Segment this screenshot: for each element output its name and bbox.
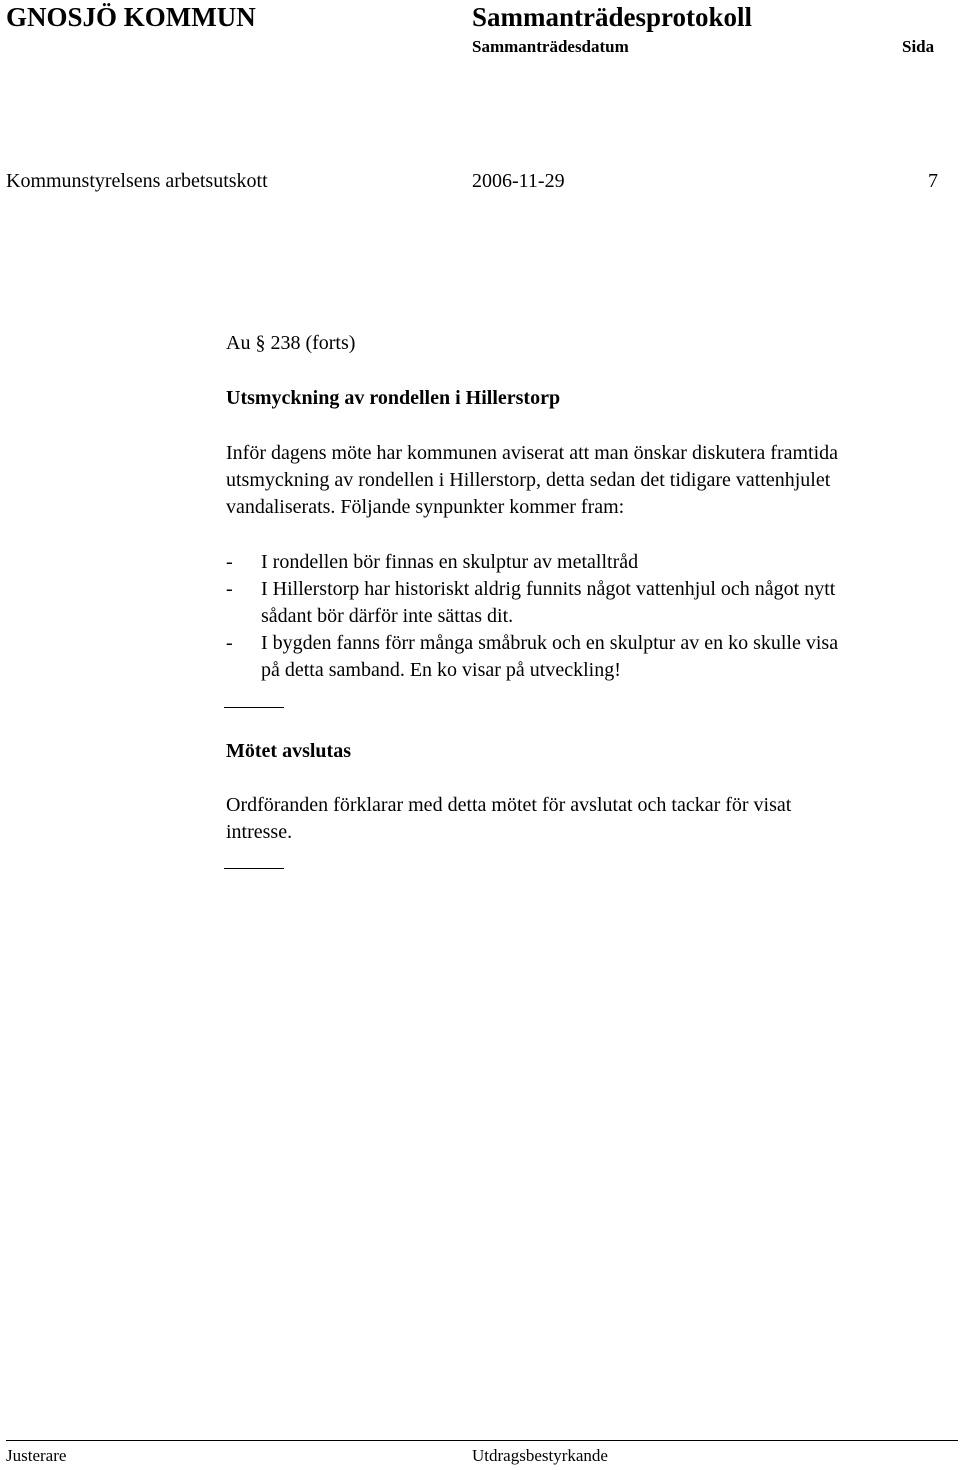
closing-separator — [224, 868, 284, 869]
bullet-dash: - — [226, 632, 233, 654]
footer-rule — [6, 1440, 958, 1441]
bullet-text: I rondellen bör finnas en skulptur av metalltråd — [261, 551, 639, 573]
footer-certification-label: Utdragsbestyrkande — [472, 1446, 608, 1465]
intro-line: vandaliserats. Följande synpunkter kommer fram: — [226, 496, 625, 518]
section-title: Utsmyckning av rondellen i Hillerstorp — [226, 387, 561, 409]
intro-line: Inför dagens möte har kommunen aviserat att man önskar diskutera framtida — [226, 442, 839, 464]
page-label: Sida — [902, 37, 935, 56]
closing-line: Ordföranden förklarar med detta mötet för avslutat och tackar för visat — [226, 794, 792, 816]
committee-name: Kommunstyrelsens arbetsutskott — [6, 170, 268, 192]
document-type: Sammanträdesprotokoll — [472, 2, 753, 32]
bullet-text: I Hillerstorp har historiskt aldrig funnits något vattenhjul och något nytt — [261, 578, 836, 600]
bullet-text: sådant bör därför inte sättas dit. — [261, 605, 514, 627]
intro-line: utsmyckning av rondellen i Hillerstorp, detta sedan det tidigare vattenhjulet — [226, 469, 831, 491]
closing-line: intresse. — [226, 821, 293, 843]
bullet-dash: - — [226, 578, 233, 600]
bullet-text: I bygden fanns förr många småbruk och en skulptur av en ko skulle visa — [261, 632, 839, 654]
meeting-date: 2006-11-29 — [472, 170, 565, 192]
footer-signatory-label: Justerare — [6, 1446, 67, 1465]
closing-title: Mötet avslutas — [226, 740, 351, 762]
paragraph-reference: Au § 238 (forts) — [226, 332, 356, 354]
meeting-date-label: Sammanträdesdatum — [472, 37, 629, 56]
bullet-text: på detta samband. En ko visar på utveckling! — [261, 659, 621, 681]
section-separator — [224, 707, 284, 708]
page-number: 7 — [928, 170, 938, 192]
municipality-name: GNOSJÖ KOMMUN — [6, 2, 256, 32]
bullet-dash: - — [226, 551, 233, 573]
